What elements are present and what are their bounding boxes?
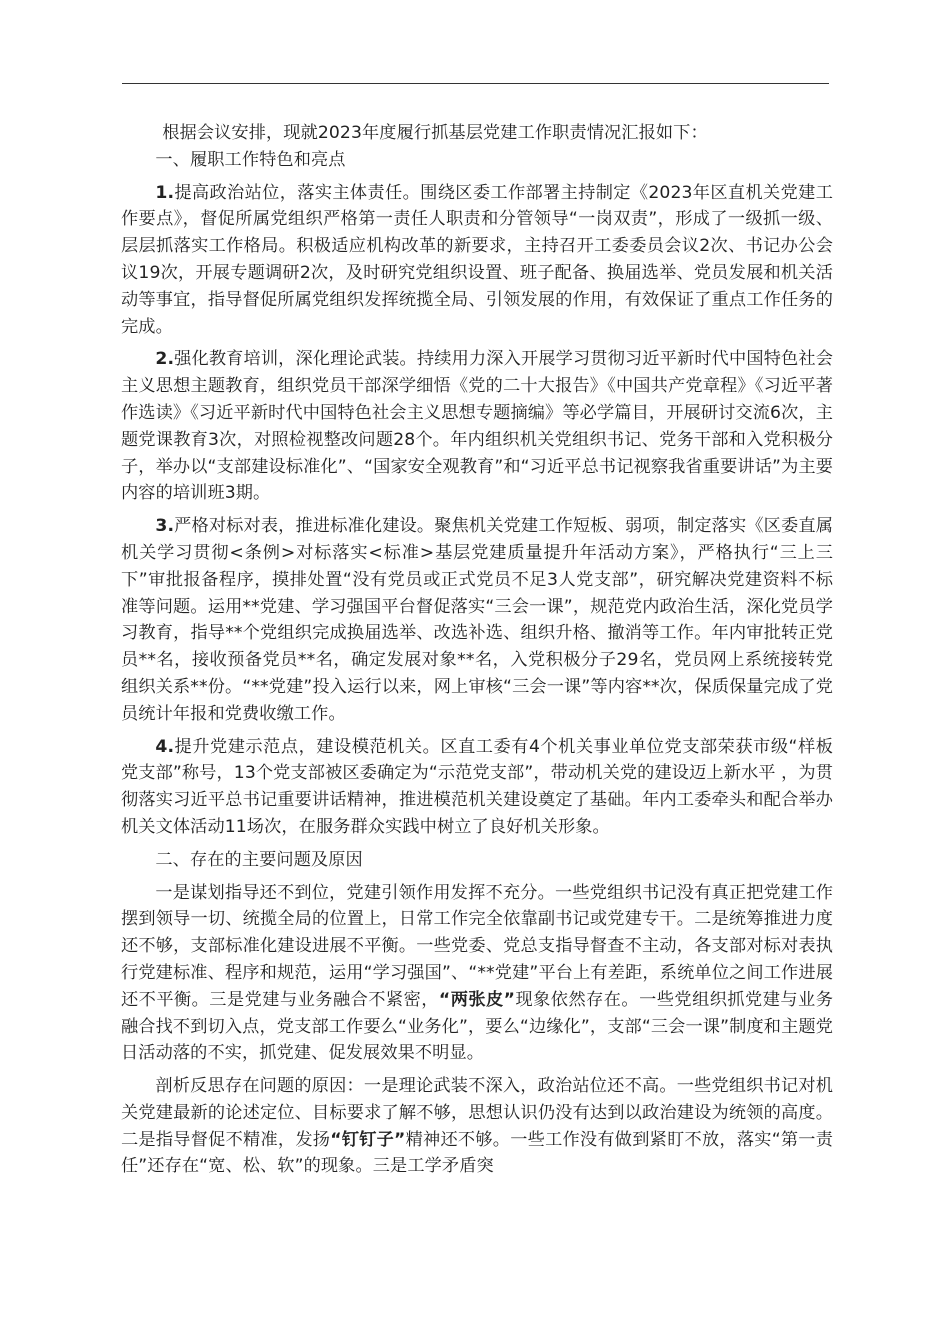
item-title: 严格对标对表，推进标准化建设。 <box>174 516 435 537</box>
problems-paragraph <box>121 880 833 1068</box>
item-body: 聚焦机关党建工作短板、弱项，制定落实《区委直属机关学习贯彻<条例>对标落实<标准>基层党建质量提升年活动方案》，严格执行“三上三下”审批报备程序，摸排处置“没有党员或正式党员不足3人党支部”，研究解决党建资料不标准等问题。运用**党建、学习强国平台督促落实“三会一课”，规范党内政治生活，深化党员学习教育，指导**个党组织完成换届选举、改选补选、组织升格、撤消等工作。年内审批转正党员**名，接收预备党员**名，确定发展对象**名，入党积极分子29名，党员网上系统接转党组织关系**份。“**党建”投入运行以来，网上审核“三会一课”等内容**次，保质保量完成了党员统计年报和党费收缴工作。 <box>121 516 833 724</box>
section-2-heading: 二、存在的主要问题及原因 <box>155 849 363 870</box>
item-number: 1. <box>155 182 175 203</box>
item-title: 提升党建示范点，建设模范机关。 <box>174 736 441 757</box>
item-paragraph-3 <box>121 513 833 727</box>
item-body: 持续用力深入开展学习贯彻习近平新时代中国特色社会主义思想主题教育，组织党员干部深学细悟《党的二十大报告》《中国共产党章程》《习近平著作选读》《习近平新时代中国特色社会主义思想专题摘编》等必学篇目，开展研讨交流6次，主题党课教育3次，对照检视整改问题28个。年内组织机关党组织书记、党务干部和入党积极分子，举办以“支部建设标准化”、“国家安全观教育”和“习近平总书记视察我省重要讲话”为主要内容的培训班3期。 <box>121 349 833 504</box>
item-body: 围绕区委工作部署主持制定《2023年区直机关党建工作要点》，督促所属党组织严格第一责任人职责和分管领导“一岗双责”，形成了一级抓一级、层层抓落实工作格局。积极适应机构改革的新要求，主持召开工委委员会议2次、书记办公会议19次，开展专题调研2次，及时研究党组织设置、班子配备、换届选举、党员发展和机关活动等事宜，指导督促所属党组织发挥统揽全局、引领发展的作用，有效保证了重点工作任务的完成。 <box>121 182 833 337</box>
causes-emphasis: “钉钉子” <box>330 1129 406 1150</box>
section-1-heading: 一、履职工作特色和亮点 <box>155 149 346 170</box>
item-paragraph-1 <box>121 180 833 341</box>
item-title: 强化教育培训，深化理论武装。 <box>174 349 417 370</box>
causes-text-1: 剖析反思存在问题的原因：一是理论武装不深入，政治站位还不高。一些党组织书记对机关党建最新的论述定位、目标要求了解不够，思想认识仍没有达到以政治建设为统领的高度。二是指导督促不精准，发扬 <box>121 1076 833 1150</box>
document-body <box>121 120 833 1180</box>
causes-paragraph <box>121 1073 833 1180</box>
item-number: 2. <box>155 349 175 370</box>
item-number: 4. <box>155 736 175 757</box>
header-rule <box>122 83 829 84</box>
item-paragraph-2 <box>121 346 833 507</box>
item-title: 提高政治站位，落实主体责任。 <box>174 182 421 203</box>
intro-paragraph: 根据会议安排，现就2023年度履行抓基层党建工作职责情况汇报如下： <box>162 123 708 143</box>
problems-emphasis: “两张皮” <box>438 989 516 1010</box>
problems-text-2: 现象依然存在。一些党组织抓党建与业务融合找不到切入点，党支部工作要么“业务化”，要么“边缘化”，支部“三会一课”制度和主题党日活动落的不实，抓党建、促发展效果不明显。 <box>121 989 833 1064</box>
item-body: 区直工委有4个机关事业单位党支部荣获市级“样板党支部”称号，13个党支部被区委确定为“示范党支部”，带动机关党的建设迈上新水平 ，为贯彻落实习近平总书记重要讲话精神，推进模范机关建设奠定了基础。年内工委牵头和配合举办机关文体活动11场次，在服务群众实践中树立了良好机关形象。 <box>121 736 833 837</box>
item-paragraph-4 <box>121 734 833 841</box>
item-number: 3. <box>155 516 175 537</box>
problems-text-1: 一是谋划指导还不到位，党建引领作用发挥不充分。一些党组织书记没有真正把党建工作摆到领导一切、统揽全局的位置上，日常工作完全依靠副书记或党建专干。二是统筹推进力度还不够，支部标准化建设进展不平衡。一些党委、党总支指导督查不主动，各支部对标对表执行党建标准、程序和规范，运用“学习强国”、“**党建”平台上有差距，系统单位之间工作进展还不平衡。三是党建与业务融合不紧密， <box>121 882 833 1010</box>
causes-text-2: 精神还不够。一些工作没有做到紧盯不放，落实“第一责任”还存在“宽、松、软”的现象。三是工学矛盾突 <box>121 1129 834 1177</box>
